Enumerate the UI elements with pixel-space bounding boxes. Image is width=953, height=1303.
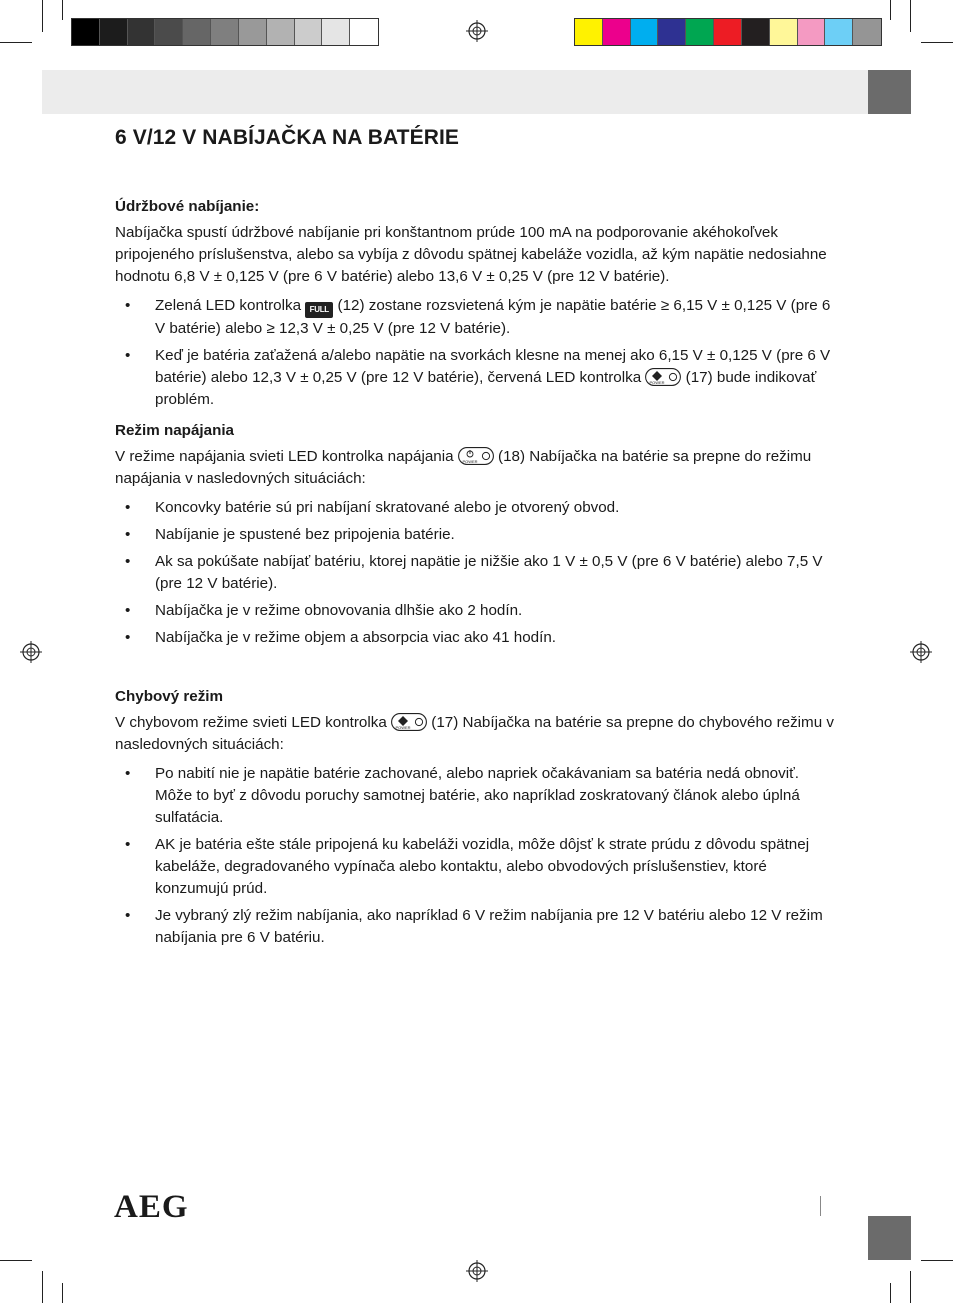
- list-item-text: Nabíjačka je v režime obnovovania dlhšie ako 2 hodín.: [155, 602, 523, 619]
- header-band: [42, 70, 868, 114]
- crop-mark: [0, 1260, 32, 1261]
- bullet-list: [115, 497, 840, 649]
- list-item-text: Zelená LED kontrolka: [155, 297, 302, 314]
- gray-swatch: [295, 19, 323, 45]
- crop-mark: [62, 0, 63, 20]
- list-item-text: Keď je batéria zaťažená a/alebo napätie na svorkách klesne na menej ako 6,15 V ± 0,125 V (pre 6 V batérie) alebo 12,3 V ± 0,25 V (pre 12 V batérie), červená LED kontrolka: [155, 347, 831, 386]
- list-item: [115, 497, 840, 519]
- power-icon-label: POWER: [395, 725, 411, 731]
- error-led-icon: [391, 713, 427, 731]
- footer-tab: [868, 1216, 911, 1260]
- list-item-text: (17) bude indikovať problém.: [155, 369, 817, 408]
- list-item-text: Ak sa pokúšate nabíjať batériu, ktorej napätie je nižšie ako 1 V ± 0,5 V (pre 6 V batérie) alebo 7,5 V (pre 12 V batérie).: [155, 553, 823, 592]
- grayscale-calibration-bar: [71, 18, 379, 46]
- error-led-icon: [645, 368, 681, 386]
- list-item: [115, 345, 840, 411]
- color-swatch: [658, 19, 686, 45]
- list-item-text: Koncovky batérie sú pri nabíjaní skratované alebo je otvorený obvod.: [155, 499, 620, 516]
- list-item-text: Nabíjanie je spustené bez pripojenia batérie.: [155, 526, 455, 543]
- section-power-mode: [115, 420, 840, 649]
- crop-mark: [921, 42, 953, 43]
- crop-mark: [42, 0, 43, 32]
- crop-mark: [0, 42, 32, 43]
- section-paragraph: [115, 712, 840, 756]
- registration-mark-icon: [466, 20, 488, 42]
- list-item-text: Nabíjačka je v režime objem a absorpcia viac ako 41 hodín.: [155, 629, 556, 646]
- bullet-icon: •: [125, 553, 131, 570]
- bullet-icon: •: [125, 602, 131, 619]
- footer-divider: [820, 1196, 821, 1216]
- list-item: [115, 763, 840, 829]
- color-swatch: [575, 19, 603, 45]
- registration-mark-icon: [20, 641, 42, 663]
- crop-mark: [42, 1271, 43, 1303]
- gray-swatch: [267, 19, 295, 45]
- crop-mark: [890, 0, 891, 20]
- crop-mark: [910, 1271, 911, 1303]
- aeg-logo: [114, 1190, 212, 1220]
- gray-swatch: [155, 19, 183, 45]
- color-swatch: [714, 19, 742, 45]
- crop-mark: [910, 0, 911, 32]
- header-tab: [868, 70, 911, 114]
- registration-mark-icon: [466, 1260, 488, 1282]
- gray-swatch: [100, 19, 128, 45]
- list-item: [115, 551, 840, 595]
- bullet-list: [115, 295, 840, 411]
- list-item: [115, 905, 840, 949]
- registration-mark-icon: [910, 641, 932, 663]
- list-item: [115, 627, 840, 649]
- bullet-icon: •: [125, 765, 131, 782]
- list-item-text: (12) zostane rozsvietená kým je napätie batérie ≥ 6,15 V ± 0,125 V (pre 6 V batérie) alebo ≥ 12,3 V ± 0,25 V (pre 12 V batérie).: [155, 297, 831, 337]
- full-led-icon: FULL: [305, 302, 333, 318]
- section-heading: Údržbové nabíjanie:: [115, 198, 260, 215]
- bullet-icon: •: [125, 499, 131, 516]
- bullet-icon: •: [125, 347, 131, 364]
- paragraph-text: (17) Nabíjačka na batérie sa prepne do chybového režimu v nasledovných situáciách:: [115, 714, 834, 753]
- section-maintenance-charging: [115, 196, 840, 411]
- color-swatch: [686, 19, 714, 45]
- bullet-icon: •: [125, 907, 131, 924]
- gray-swatch: [72, 19, 100, 45]
- section-heading: Režim napájania: [115, 422, 235, 439]
- color-swatch: [853, 19, 881, 45]
- section-heading: Chybový režim: [115, 688, 224, 705]
- color-swatch: [770, 19, 798, 45]
- color-swatch: [798, 19, 826, 45]
- bullet-list: [115, 763, 840, 949]
- gray-swatch: [350, 19, 378, 45]
- bullet-icon: •: [125, 526, 131, 543]
- list-item: [115, 834, 840, 900]
- power-led-icon: [458, 447, 494, 465]
- gray-swatch: [322, 19, 350, 45]
- list-item: [115, 524, 840, 546]
- section-error-mode: [115, 686, 840, 949]
- bullet-icon: •: [125, 836, 131, 853]
- color-swatch: [825, 19, 853, 45]
- paragraph-text: V chybovom režime svieti LED kontrolka: [115, 714, 387, 731]
- list-item: [115, 600, 840, 622]
- color-swatch: [742, 19, 770, 45]
- crop-mark: [890, 1283, 891, 1303]
- list-item-text: AK je batéria ešte stále pripojená ku kabeláži vozidla, môže dôjsť k strate prúdu z dôvodu spätnej kabeláže, degradovaného vypínača alebo kontaktu, alebo obvodových príslušenstiev, ktoré konzumujú prúd.: [155, 836, 810, 897]
- list-item-text: Je vybraný zlý režim nabíjania, ako napríklad 6 V režim nabíjania pre 12 V batériu alebo 12 V režim nabíjania pre 6 V batériu.: [155, 907, 823, 946]
- color-swatch: [603, 19, 631, 45]
- power-icon-label: POWER: [649, 380, 665, 386]
- paragraph-text: V režime napájania svieti LED kontrolka napájania: [115, 448, 454, 465]
- bullet-icon: •: [125, 297, 131, 314]
- page-title: 6 V/12 V NABÍJAČKA NA BATÉRIE: [115, 126, 460, 149]
- power-icon-label: POWER: [462, 458, 478, 464]
- crop-mark: [62, 1283, 63, 1303]
- section-paragraph: Nabíjačka spustí údržbové nabíjanie pri konštantnom prúde 100 mA na podporovanie akéhokoľvek pripojeného príslušenstva, alebo sa vybíja z dôvodu spätnej kabeláže vozidla, až kým napätie nedosiahne hodnotu 6,8 V ± 0,125 V (pre 6 V batérie) alebo 13,6 V ± 0,25 V (pre 12 V batérie).: [115, 224, 827, 285]
- color-calibration-bar: [574, 18, 882, 46]
- main-content: [115, 196, 840, 954]
- bullet-icon: •: [125, 629, 131, 646]
- gray-swatch: [128, 19, 156, 45]
- section-paragraph: [115, 446, 840, 490]
- list-item-text: Po nabití nie je napätie batérie zachované, alebo napriek očakávaniam sa batéria nedá obnoviť. Môže to byť z dôvodu poruchy samotnej batérie, ako napríklad zoskratovaný článok alebo úplná sulfatácia.: [155, 765, 800, 826]
- gray-swatch: [211, 19, 239, 45]
- crop-mark: [921, 1260, 953, 1261]
- list-item: [115, 295, 840, 340]
- gray-swatch: [183, 19, 211, 45]
- paragraph-text: (18) Nabíjačka na batérie sa prepne do režimu napájania v nasledovných situáciách:: [115, 448, 812, 487]
- gray-swatch: [239, 19, 267, 45]
- logo-text: AEG: [114, 1190, 189, 1220]
- color-swatch: [631, 19, 659, 45]
